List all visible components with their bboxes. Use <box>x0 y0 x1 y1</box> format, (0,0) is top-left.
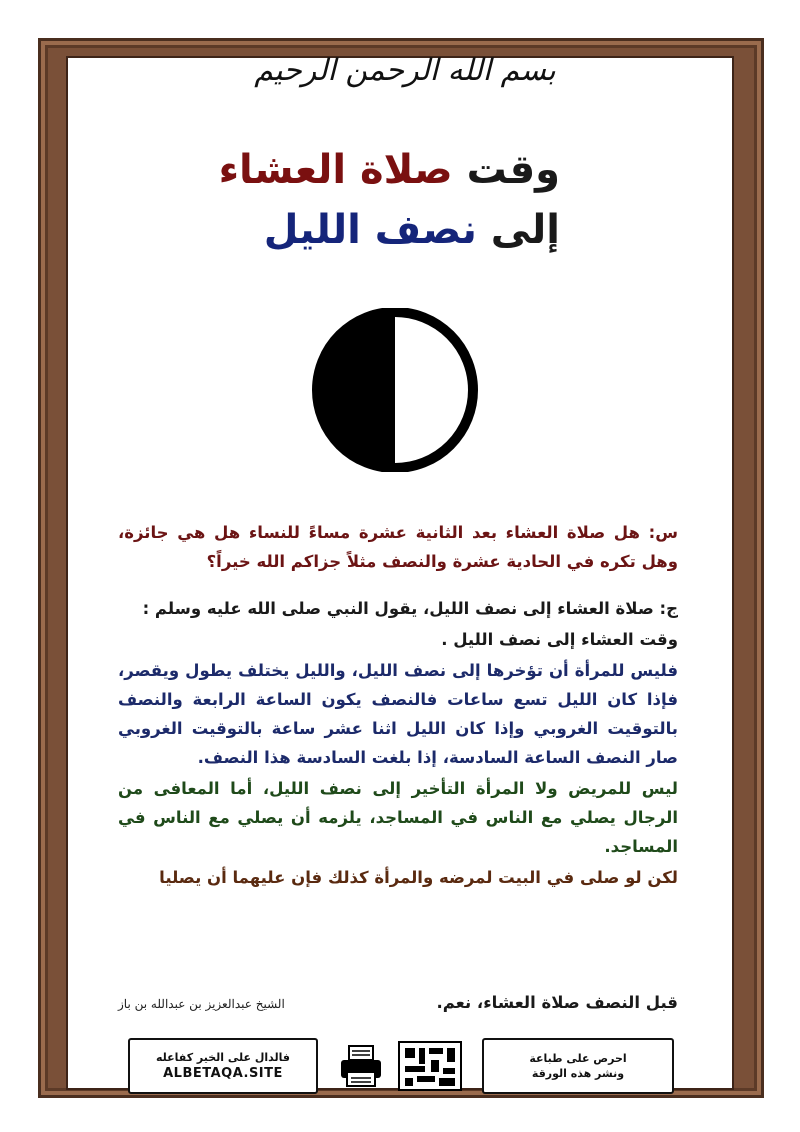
answer-paragraph-1: فليس للمرأة أن تؤخرها إلى نصف الليل، والليل يختلف يطول ويقصر، فإذا كان الليل تسع ساعات فالنصف يكون الساعة الرابعة والنصف بالتوقيت الغروبي وإذا كان الليل اثنا عشر ساعة بالتوقيت الغروبي صار النصف الساعة السادسة، إذا بلغت السادسة هذا النصف. <box>118 661 678 767</box>
closing-line <box>118 993 678 1012</box>
question-text: س: هل صلاة العشاء بعد الثانية عشرة مساءً للنساء هل هي جائزة، وهل تكره في الحادية عشرة والنصف مثلاً جزاكم الله خيراً؟ <box>118 523 678 571</box>
title-word-isha: صلاة العشاء <box>218 147 453 193</box>
title-word-waqt: وقت <box>466 147 560 193</box>
answer-closing: قبل النصف صلاة العشاء، نعم. <box>436 993 678 1012</box>
title-word-ila: إلى <box>490 207 560 253</box>
basmala-text: بسم الله الرحمن الرحيم <box>254 52 556 88</box>
page-title <box>120 140 560 260</box>
answer-paragraph-3: لكن لو صلى في البيت لمرضه والمرأة كذلك فإن عليهما أن يصليا <box>159 868 678 887</box>
half-moon-icon <box>300 308 490 472</box>
footer-motto: فالدال على الخير كفاعله <box>155 1051 291 1064</box>
article-body <box>118 518 678 894</box>
answer-paragraph-2: ليس للمريض ولا المرأة التأخير إلى نصف الليل، أما المعافى من الرجال يصلي مع الناس في المساجد، يلزمه أن يصلي مع الناس في المساجد. <box>118 779 678 856</box>
hadith-text: وقت العشاء إلى نصف الليل . <box>441 630 678 649</box>
footer-print-box <box>482 1038 674 1094</box>
footer-site-box <box>128 1038 318 1094</box>
footer-icons <box>318 1038 482 1094</box>
footer-bar <box>128 1038 674 1094</box>
basmala-calligraphy <box>230 20 580 120</box>
sheikh-attribution: الشيخ عبدالعزيز بن عبدالله بن باز <box>118 997 285 1011</box>
footer-site-link[interactable]: ALBETAQA.SITE <box>163 1066 283 1081</box>
title-word-nisf: نصف الليل <box>263 207 477 253</box>
answer-intro: ج: صلاة العشاء إلى نصف الليل، يقول النبي صلى الله عليه وسلم : <box>142 599 678 618</box>
printer-icon <box>337 1042 385 1090</box>
footer-print-line1: احرص على طباعة <box>529 1052 627 1065</box>
albetaqa-logo-icon <box>397 1040 463 1092</box>
footer-print-line2: ونشر هذه الورقة <box>531 1067 625 1080</box>
